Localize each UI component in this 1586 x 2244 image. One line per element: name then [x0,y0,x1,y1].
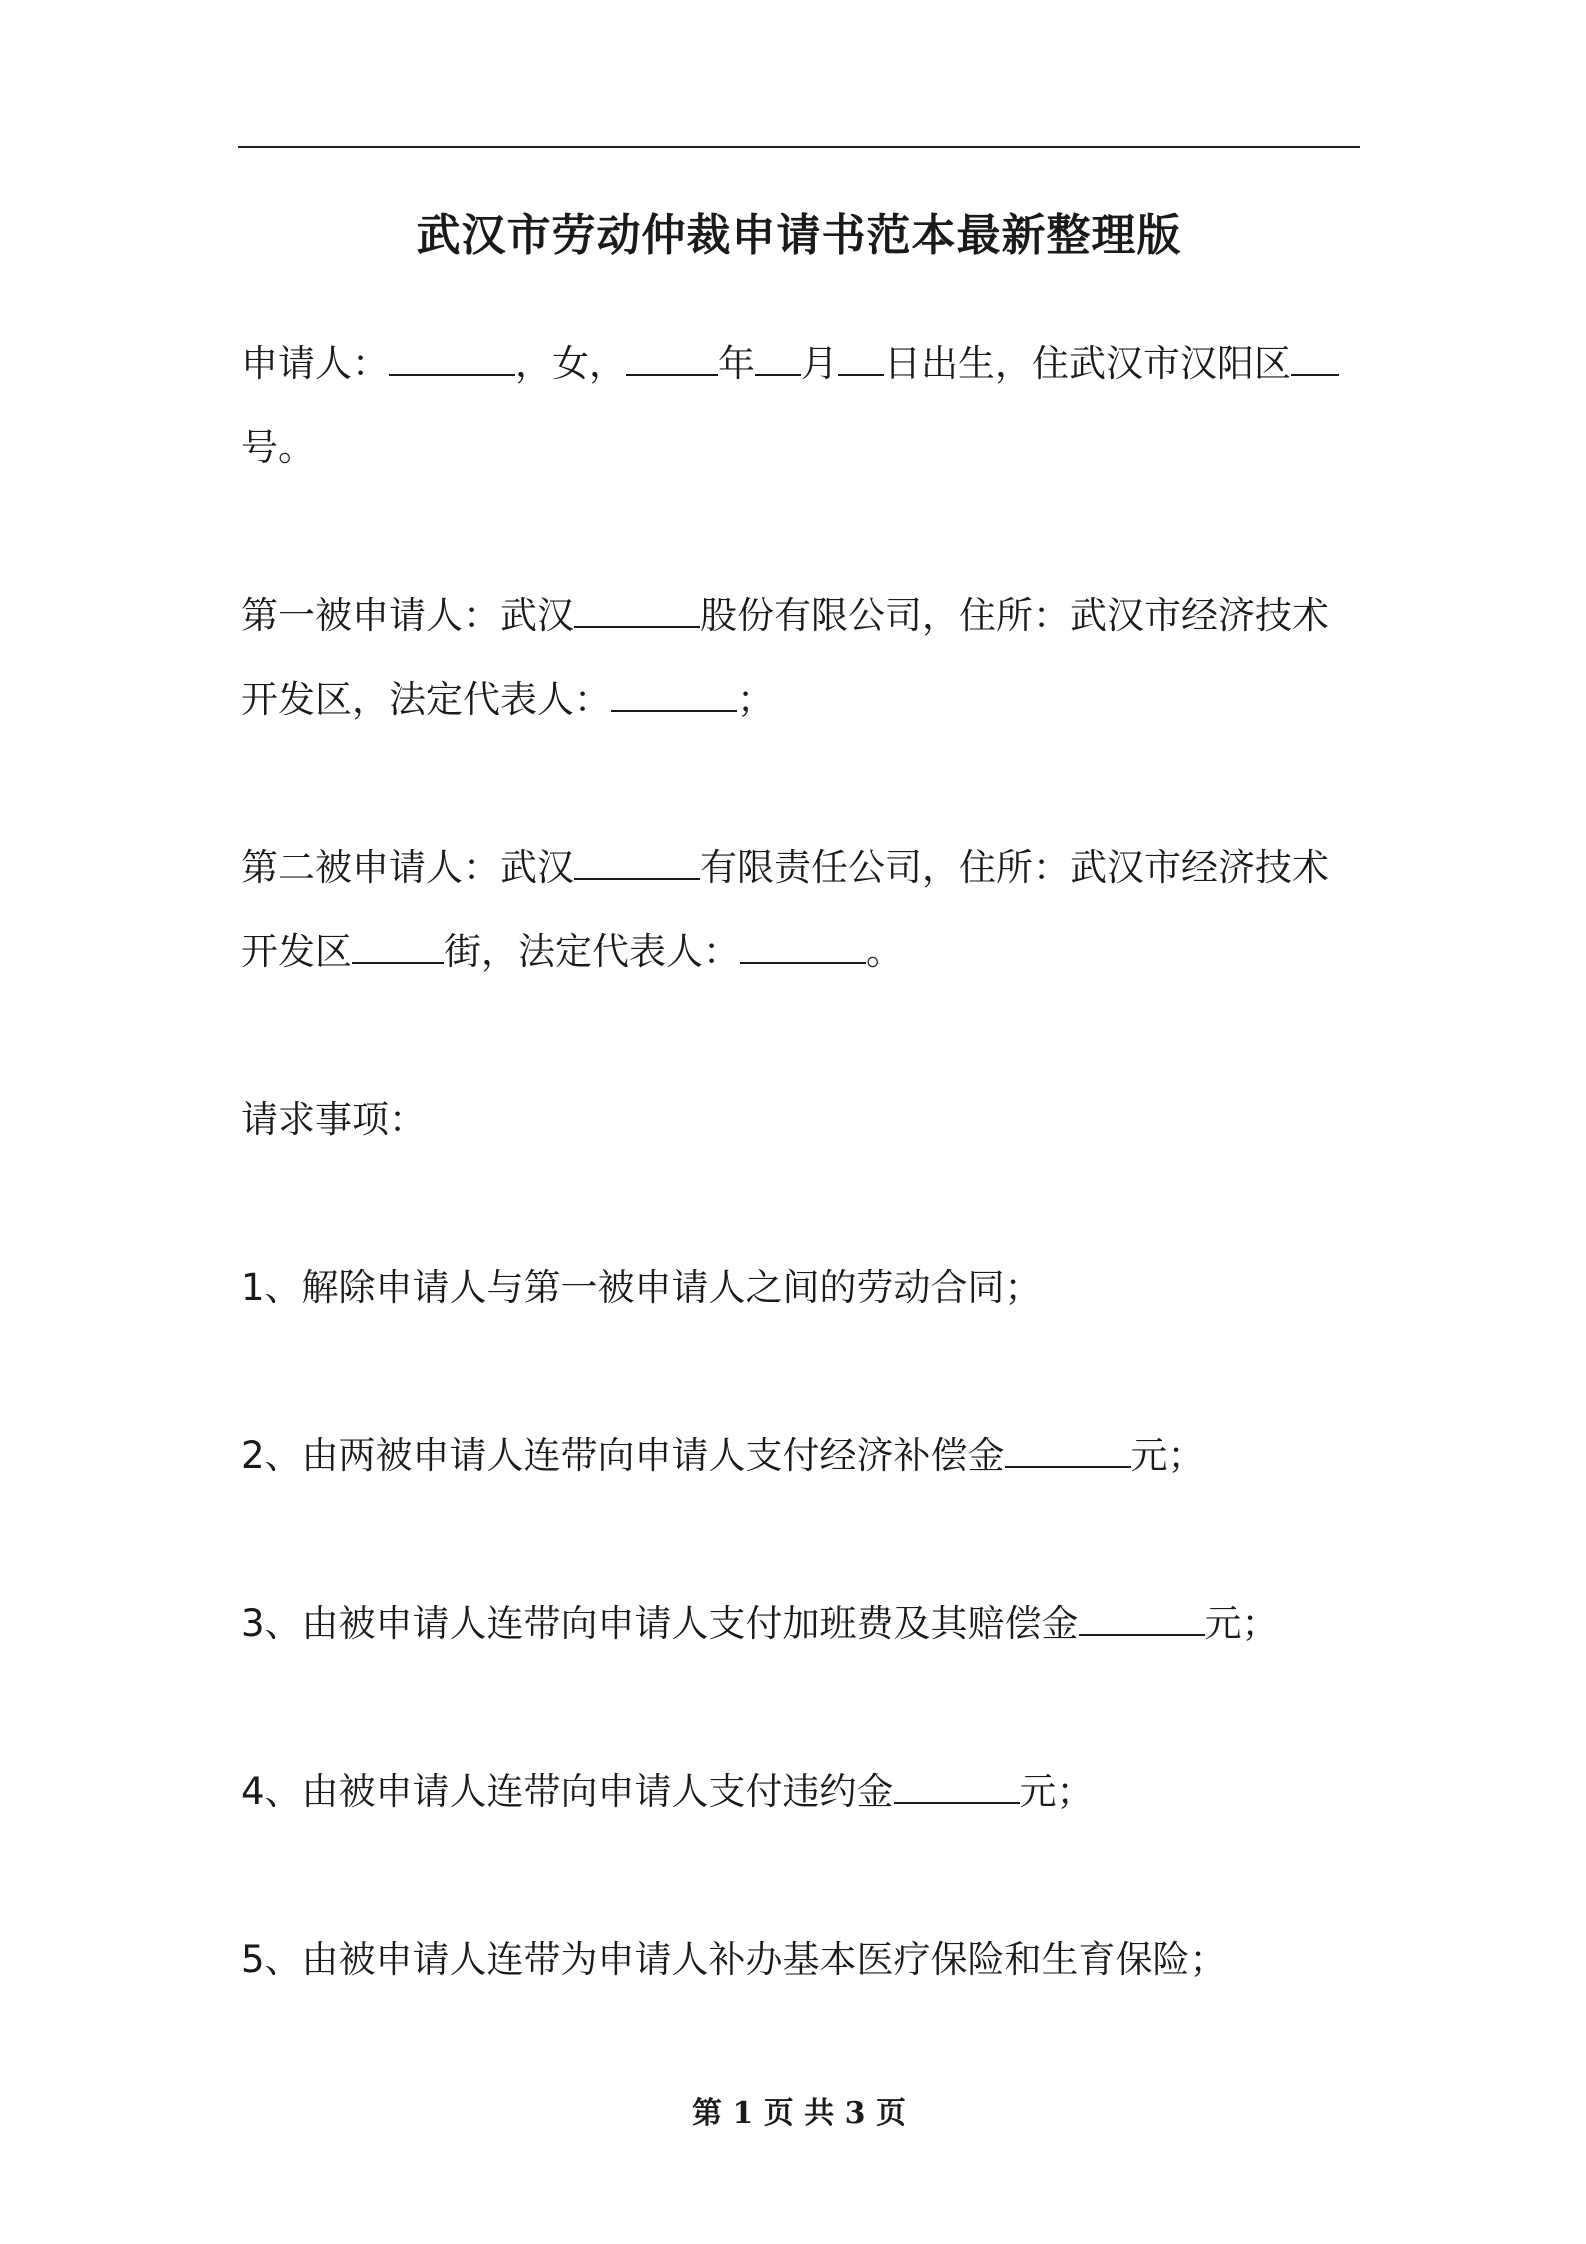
respondent1-end: ； [737,678,774,721]
applicant-name-blank [389,338,515,376]
applicant-line-1 [241,322,1360,406]
applicant-gender: ，女， [515,342,626,385]
requests-heading: 请求事项： [241,1098,426,1141]
applicant-hao: 号。 [241,426,315,469]
respondent1-label: 第一被申请人：武汉 [241,594,574,637]
respondent2-end: 。 [866,930,903,973]
respondent1-company: 股份有限公司，住所：武汉市经济技术 [700,594,1329,637]
birth-residence: 日出生，住武汉市汉阳区 [884,342,1291,385]
request-3-unit: 元； [1204,1602,1279,1645]
month-label: 月 [801,342,838,385]
respondent1-company-blank [574,590,700,628]
document-title: 武汉市劳动仲裁申请书范本最新整理版 [416,210,1182,261]
birth-day-blank [838,338,884,376]
request-4-unit: 元； [1019,1770,1094,1813]
year-label: 年 [718,342,755,385]
request-item-1: 1、解除申请人与第一被申请人之间的劳动合同； [241,1266,1042,1309]
request-4-amount-blank [894,1766,1020,1804]
respondent2-company-blank [574,842,700,880]
respondent2-company: 有限责任公司，住所：武汉市经济技术 [700,846,1329,889]
respondent1-address: 开发区，法定代表人： [241,678,611,721]
request-item-2 [241,1414,1360,1498]
respondent2-line-2 [241,910,1360,994]
request-2-amount-blank [1005,1430,1131,1468]
request-2-text: 2、由两被申请人连带向申请人支付经济补偿金 [241,1434,1005,1477]
request-item-3 [241,1582,1360,1666]
header-rule [238,146,1360,148]
respondent1-rep-blank [611,674,737,712]
respondent2-district: 开发区 [241,930,352,973]
applicant-line-2 [241,406,1360,490]
request-2-unit: 元； [1130,1434,1205,1477]
request-item-4 [241,1750,1360,1834]
respondent2-line-1 [241,826,1360,910]
request-3-amount-blank [1079,1598,1205,1636]
applicant-label: 申请人： [241,342,389,385]
page-number-footer: 第 1 页 共 3 页 [692,2096,906,2131]
respondent2-rep-blank [740,926,866,964]
birth-month-blank [755,338,801,376]
house-number-blank [1291,338,1339,376]
respondent1-line-2 [241,658,1360,742]
respondent2-street-blank [352,926,444,964]
respondent2-label: 第二被申请人：武汉 [241,846,574,889]
birth-year-blank [626,338,718,376]
respondent1-line-1 [241,574,1360,658]
request-4-text: 4、由被申请人连带向申请人支付违约金 [241,1770,894,1813]
request-item-5: 5、由被申请人连带为申请人补办基本医疗保险和生育保险； [241,1938,1227,1981]
respondent2-street: 街，法定代表人： [444,930,740,973]
request-3-text: 3、由被申请人连带向申请人支付加班费及其赔偿金 [241,1602,1079,1645]
